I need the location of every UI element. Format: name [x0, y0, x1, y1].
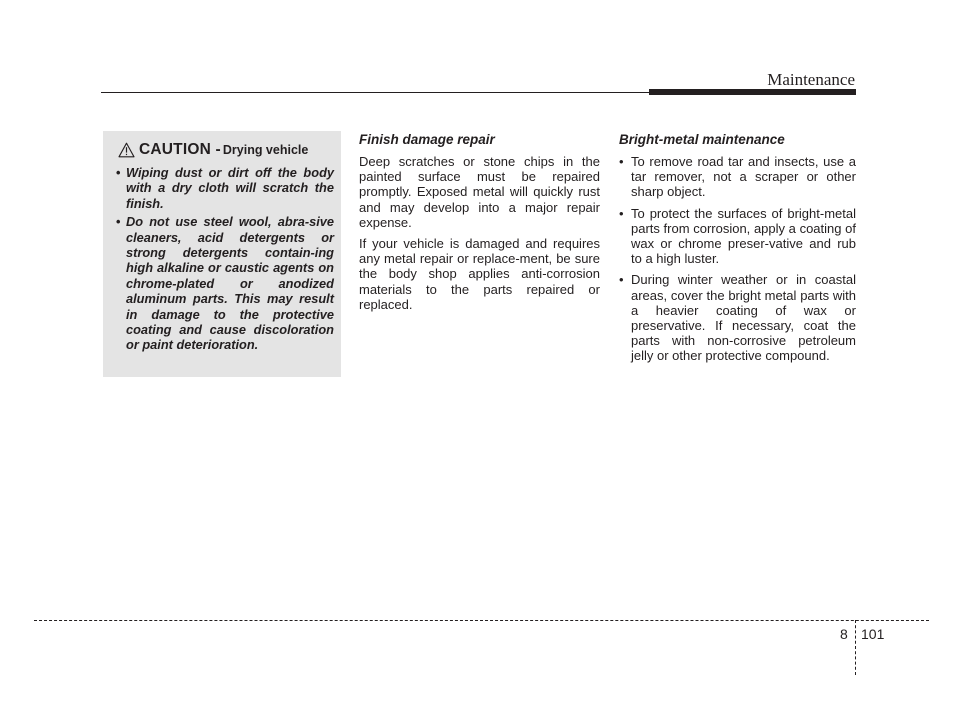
finish-paragraph: If your vehicle is damaged and requires any metal repair or replace-ment, be sure the body shop applies anti-corrosion materials to the parts repaired or replaced.: [359, 236, 600, 312]
finish-paragraph: Deep scratches or stone chips in the painted surface must be repaired promptly. Exposed metal will quickly rust and may develop into a major repair expense.: [359, 154, 600, 230]
bright-metal-list: [619, 154, 856, 364]
header-bar: [649, 89, 856, 95]
caution-list: [116, 165, 334, 353]
finish-damage-section: [359, 131, 600, 318]
caution-item: • Do not use steel wool, abra-sive cleaners, acid detergents or strong detergents contain-ing high alkaline or caustic agents on chrome-plated or anodized aluminum parts. This may result in damage to the protective coating and cause discoloration or paint deterioration.: [116, 214, 334, 353]
caution-item: • Wiping dust or dirt off the body with a dry cloth will scratch the finish.: [116, 165, 334, 211]
caution-subtitle: Drying vehicle: [222, 143, 309, 157]
bright-metal-title: Bright-metal maintenance: [619, 132, 785, 147]
finish-damage-title: Finish damage repair: [359, 132, 495, 147]
bright-metal-item: • To protect the surfaces of bright-metal parts from corrosion, apply a coating of wax or chrome preser-vative and rub to a high luster.: [619, 206, 856, 267]
caution-heading: [118, 141, 334, 159]
caution-label: CAUTION -: [139, 141, 221, 158]
header-title: Maintenance: [767, 70, 855, 89]
caution-box: [103, 131, 341, 377]
header-rule: [101, 92, 649, 93]
footer-dashed-rule: [34, 620, 929, 621]
page-number: 101: [861, 626, 885, 642]
bright-metal-item: • During winter weather or in coastal areas, cover the bright metal parts with a heavier coating of wax or preservative. If necessary, coat the parts with non-corrosive petroleum jelly or other protective compound.: [619, 272, 856, 363]
footer-vertical-rule: [855, 620, 856, 675]
chapter-number: 8: [840, 626, 848, 642]
warning-triangle-icon: [118, 142, 135, 158]
bright-metal-item: • To remove road tar and insects, use a tar remover, not a scraper or other sharp object.: [619, 154, 856, 200]
bright-metal-section: [619, 131, 856, 370]
